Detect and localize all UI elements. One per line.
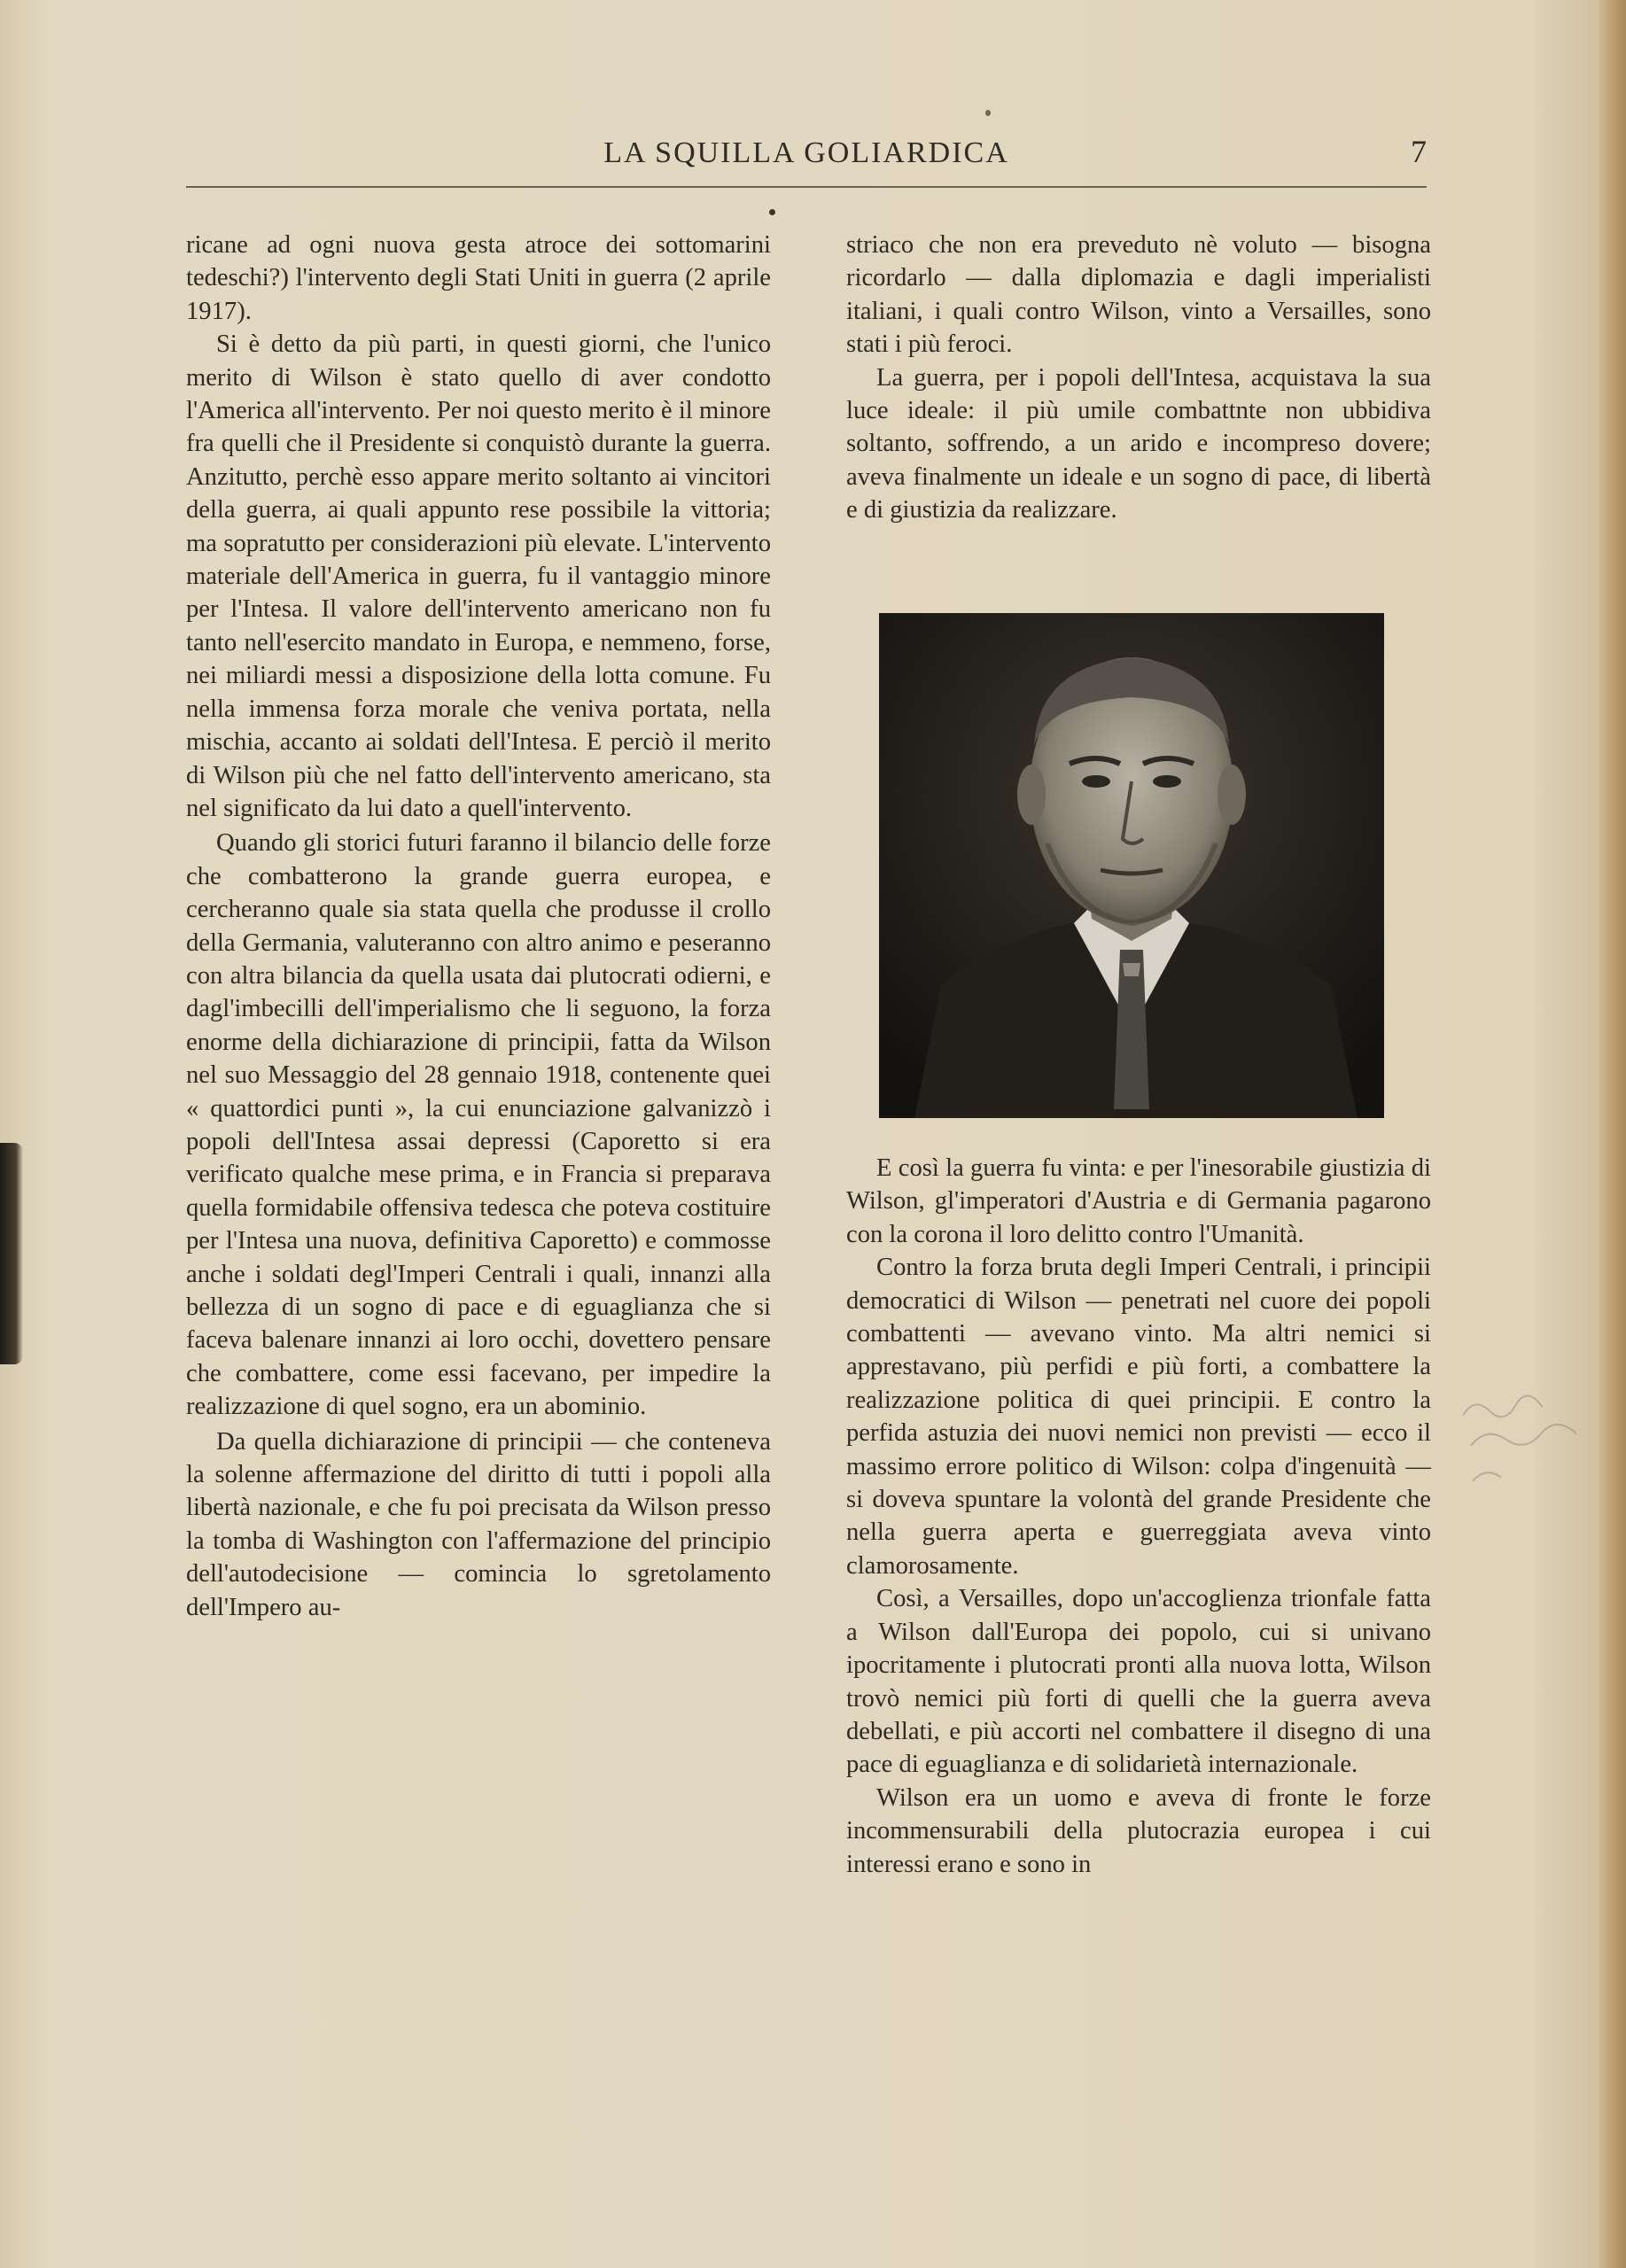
paragraph: Quando gli storici futuri faranno il bilancio delle forze che combatterono la grande guerra europea, e cercheranno quale sia stata quella che produsse il crollo della Germania, valuteranno con altro animo e peseranno con altra bilancia da quella usata dai plutocrati odierni, e dagl'imbecilli dell'imperialismo che li seguono, la forza enorme della dichiarazione di principii, fatta da Wilson nel suo Messaggio del 28 gennaio 1918, contenente quei « quattordici punti », la cui enunciazione galvanizzò i popoli dell'Intesa assai depressi (Caporetto si era verificato qualche mese prima, e in Francia si preparava quella formidabile offensiva tedesca che poteva costituire per l'Intesa una nuova, definitiva Caporetto) e commosse anche i soldati degl'Imperi Centrali i quali, innanzi alla bellezza di un sogno di pace e di eguaglianza che si faceva balenare innanzi ai loro occhi, dovettero pensare che combattere, come essi facevano, per impedire la realizzazione di quel sogno, era un abominio. xyxy=(186,829,771,1421)
ink-speck xyxy=(985,110,991,116)
paragraph: La guerra, per i popoli dell'Intesa, acquistava la sua luce ideale: il più umile combattnte non ubbidiva soltanto, soffrendo, a un arido e incompreso dovere; aveva finalmente un ideale e un sogno di pace, di libertà e di giustizia da realizzare. xyxy=(846,363,1431,524)
right-column-top xyxy=(846,229,1431,527)
right-column-bottom xyxy=(846,1152,1431,1881)
paragraph: striaco che non era preveduto nè voluto — bisogna ricordarlo — dalla diplomazia e dagli imperialisti italiani, i quali contro Wilson, vinto a Versailles, sono stati i più feroci. xyxy=(846,231,1431,359)
portrait-image xyxy=(879,613,1384,1118)
binding-shadow xyxy=(0,1143,23,1364)
portrait-photo xyxy=(879,613,1384,1118)
paragraph: Wilson era un uomo e aveva di fronte le forze incommensurabili della plutocrazia europea i cui interessi erano e sono in xyxy=(846,1783,1431,1878)
paragraph: ricane ad ogni nuova gesta atroce dei sottomarini tedeschi?) l'intervento degli Stati Uniti in guerra (2 aprile 1917). xyxy=(186,231,771,325)
handwritten-margin-note xyxy=(1456,1376,1601,1513)
paragraph: Si è detto da più parti, in questi giorni, che l'unico merito di Wilson è stato quello di aver condotto l'America all'intervento. Per noi questo merito è il minore fra quelli che il Presidente si conquistò durante la guerra. Anzitutto, perchè esso appare merito soltanto ai vincitori della guerra, ai quali appunto rese possibile la vittoria; ma sopratutto per considerazioni più elevate. L'intervento materiale dell'America in guerra, fu il vantaggio minore per l'Intesa. Il valore dell'intervento americano non fu tanto nell'esercito mandato in Europa, e nemmeno, forse, nei miliardi messi a disposizione della lotta comune. Fu nella immensa forza morale che veniva portata, nella mischia, accanto ai soldati dell'Intesa. E perciò il merito di Wilson più che nel fatto dell'intervento americano, sta nel significato da lui dato a quell'intervento. xyxy=(186,330,771,822)
paragraph: Così, a Versailles, dopo un'accoglienza trionfale fatta a Wilson dall'Europa dei popolo, cui si univano ipocritamente i plutocrati pronti alla nuova lotta, Wilson trovò nemici più forti di quelli che la guerra aveva debellati, e più accorti nel combattere il disegno di una pace di eguaglianza e di solidarietà internazionale. xyxy=(846,1585,1431,1779)
left-column xyxy=(186,229,771,1624)
page-number: 7 xyxy=(1411,134,1427,169)
publication-title: LA SQUILLA GOLIARDICA xyxy=(603,136,1009,169)
page-edge xyxy=(1599,0,1626,2268)
paragraph: Da quella dichiarazione di principii — che conteneva la solenne affermazione del diritto di tutti i popoli alla libertà nazionale, e che fu poi precisata da Wilson presso la tomba di Washington con l'affermazione del principio dell'autodecisione — comincia lo sgretolamento dell'Impero au- xyxy=(186,1427,771,1621)
running-header xyxy=(186,133,1427,188)
paragraph: E così la guerra fu vinta: e per l'inesorabile giustizia di Wilson, gl'imperatori d'Austria e di Germania pagarono con la corona il loro delitto contro l'Umanità. xyxy=(846,1154,1431,1248)
pencil-scribble xyxy=(1456,1376,1601,1513)
ink-speck xyxy=(769,209,775,215)
paragraph: Contro la forza bruta degli Imperi Centrali, i principii democratici di Wilson — penetrati nel cuore dei popoli combattenti — avevano vinto. Ma altri nemici si apprestavano, più perfidi e più forti, a combattere la realizzazione politica di quei principii. E contro la perfida astuzia dei nuovi nemici non previsti — ecco il massimo errore politico di Wilson: colpa d'ingenuità — si doveva spuntare la volontà del grande Presidente che nella guerra aperta e guerreggiata aveva vinto clamorosamente. xyxy=(846,1254,1431,1580)
